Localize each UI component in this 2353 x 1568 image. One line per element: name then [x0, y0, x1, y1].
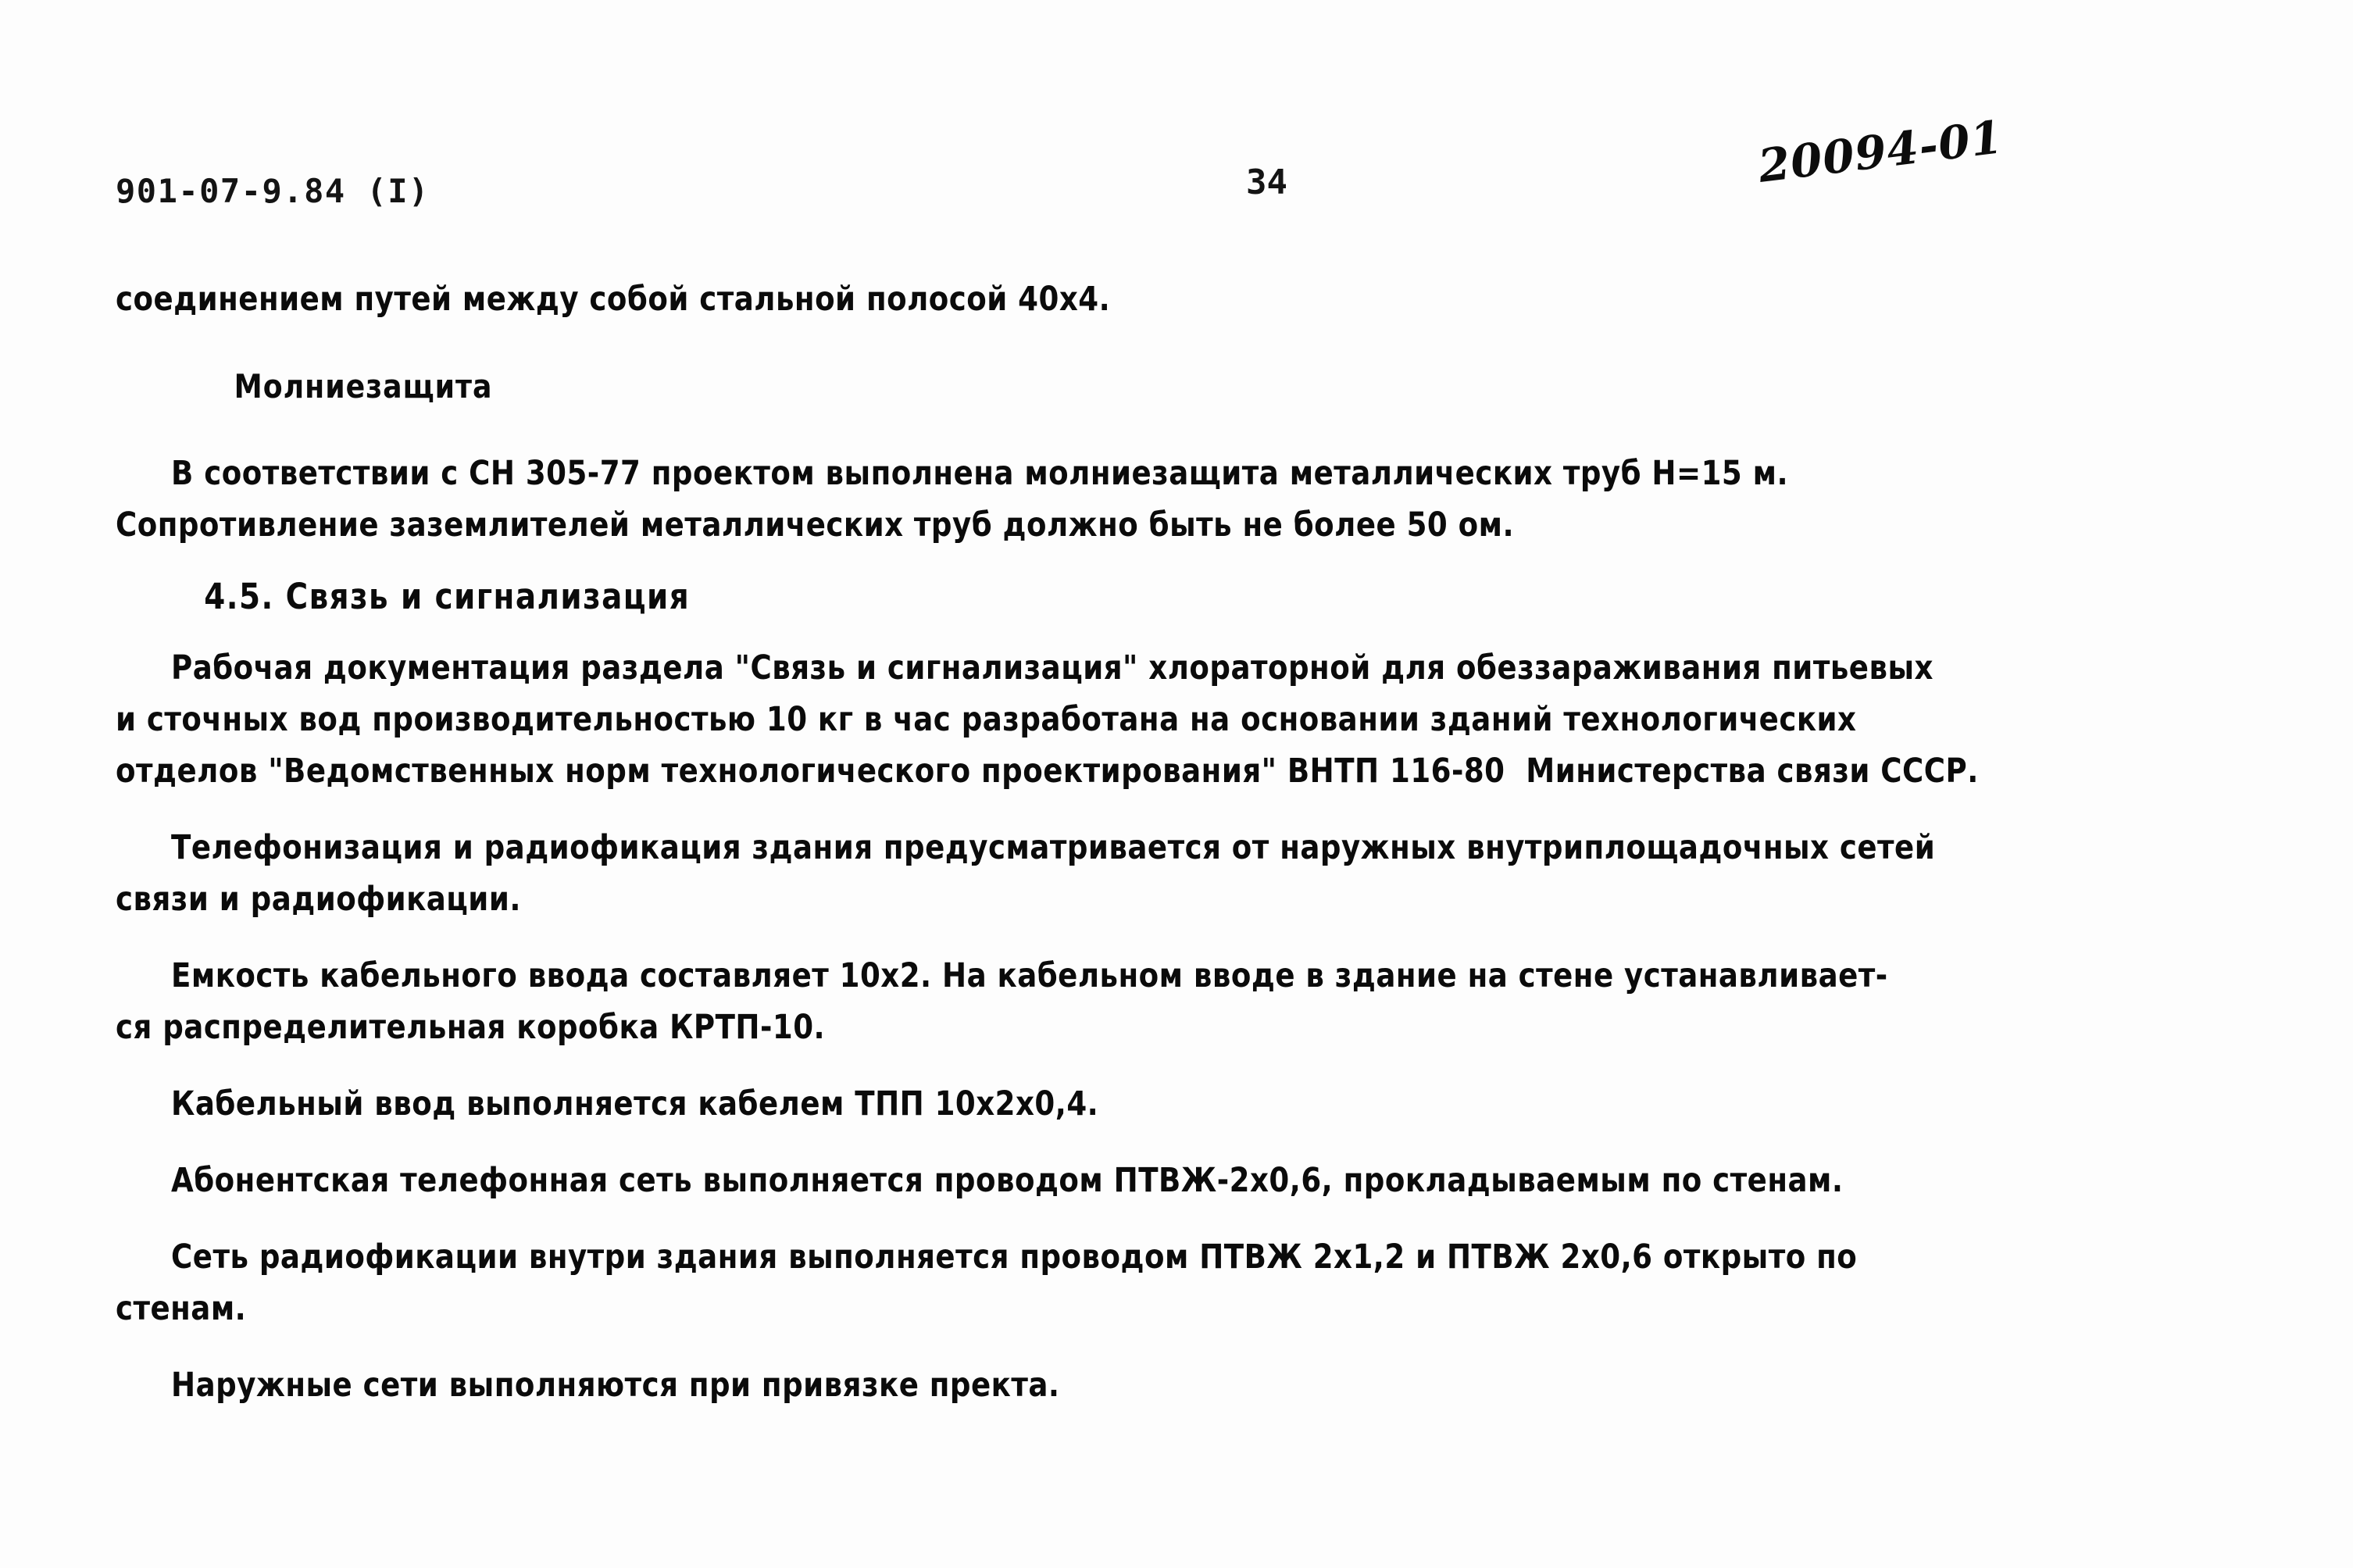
spacer	[116, 325, 2241, 367]
spacer	[116, 797, 2241, 822]
continued-sentence: соединением путей между собой стальной полосой 40х4.	[116, 280, 1111, 319]
paragraph-telephony-radio	[116, 822, 2241, 925]
spacer	[116, 617, 2241, 642]
paragraph-line: Телефонизация и радиофикация здания предусматривается от наружных внутриплощадочных сетей	[171, 828, 1936, 867]
page-number: 34	[1246, 163, 1287, 202]
paragraph-line: Емкость кабельного ввода составляет 10х2. На кабельном вводе в здание на стене устанавливает-	[171, 956, 1888, 995]
paragraph-line: В соответствии с СН 305-77 проектом выполнена молниезащита металлических труб H=15 м.	[171, 454, 1789, 493]
spacer	[116, 925, 2241, 950]
paragraph-subscriber-network: Абонентская телефонная сеть выполняется проводом ПТВЖ-2х0,6, прокладываемым по стенам.	[171, 1161, 1844, 1200]
paragraph-line: и сточных вод производительностью 10 кг в час разработана на основании зданий технологических	[116, 700, 1857, 739]
paragraph-line: Рабочая документация раздела "Связь и сигнализация" хлораторной для обеззараживания питьевых	[171, 648, 1933, 688]
paragraph-line: отделов "Ведомственных норм технологического проектирования" ВНТП 116-80 Министерства связи СССР.	[116, 752, 1979, 791]
paragraph-radio-network	[116, 1231, 2241, 1334]
paragraph-line: ся распределительная коробка КРТП-10.	[116, 1008, 826, 1047]
paragraph-cable-entry: Кабельный ввод выполняется кабелем ТПП 10х2х0,4.	[171, 1084, 1099, 1123]
subheading-lightning-protection: Молниезащита	[234, 367, 493, 405]
paragraph-line: связи и радиофикации.	[116, 880, 521, 919]
spacer	[116, 551, 2241, 576]
paragraph-line: Сеть радиофикации внутри здания выполняется проводом ПТВЖ 2х1,2 и ПТВЖ 2х0,6 открыто по	[171, 1238, 1858, 1277]
page-header	[0, 110, 2353, 258]
spacer	[116, 405, 2241, 448]
spacer	[116, 1053, 2241, 1078]
paragraph-working-documentation	[116, 642, 2241, 797]
spacer	[116, 1130, 2241, 1155]
paragraph-line: Сопротивление заземлителей металлических труб должно быть не более 50 ом.	[116, 505, 1515, 545]
paragraph-cable-capacity	[116, 950, 2241, 1053]
spacer	[116, 1334, 2241, 1359]
section-heading-communications: 4.5. Связь и сигнализация	[204, 576, 691, 617]
document-code: 901-07-9.84 (I)	[116, 172, 430, 210]
paragraph-lightning-protection	[116, 448, 2241, 551]
spacer	[116, 1206, 2241, 1231]
paragraph-external-networks: Наружные сети выполняются при привязке пректа.	[171, 1366, 1060, 1405]
document-body	[116, 273, 2241, 1411]
paragraph-line: стенам.	[116, 1289, 247, 1328]
handwritten-annotation: 20094-01	[1755, 110, 2006, 193]
